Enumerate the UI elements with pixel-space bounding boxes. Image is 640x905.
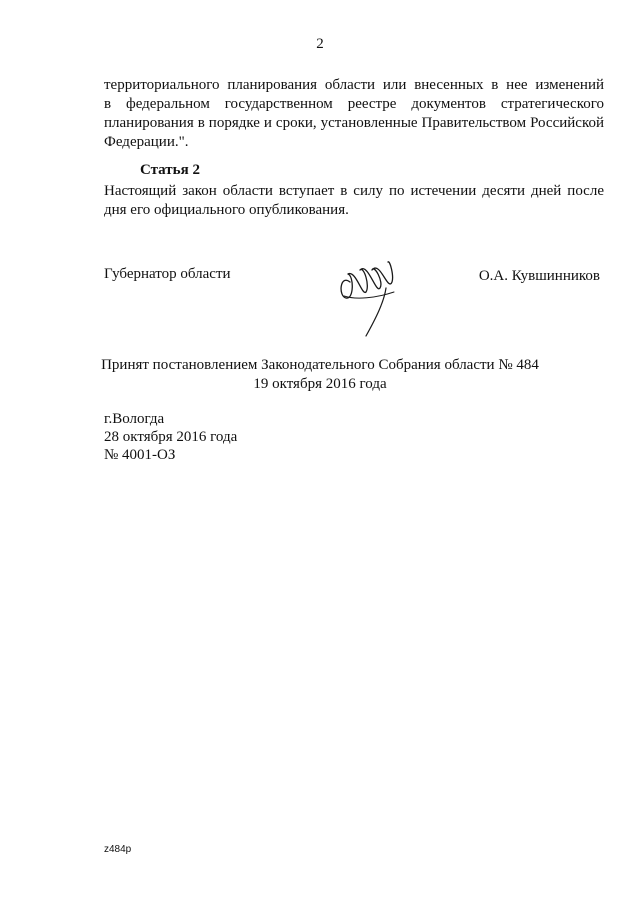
page-number: 2 [316,36,324,52]
continuation-paragraph [104,76,604,152]
paragraph-line: Настоящий закон области вступает в силу по истечении десяти дней после [104,183,604,199]
law-number: № 4001-ОЗ [104,447,176,463]
place-and-date [104,410,237,464]
city: г.Вологда [104,411,165,427]
paragraph-line: Федерации.". [104,134,189,150]
governor-name: О.А. Кувшинников [478,268,600,284]
article-heading: Статья 2 [140,162,200,178]
handwritten-signature [336,252,402,338]
signature-block [104,266,604,346]
adoption-line: Принят постановлением Законодательного Собрания области № 484 [101,357,539,373]
adoption-date: 19 октября 2016 года [253,376,387,392]
document-code: z484p [104,844,132,855]
paragraph-line: дня его официального опубликования. [104,202,349,218]
paragraph-line: в федеральном государственном реестре документов стратегического [104,96,604,112]
paragraph-line: планирования в порядке и сроки, установленные Правительством Российской [104,115,604,131]
article-paragraph [104,182,604,220]
governor-title: Губернатор области [104,266,231,282]
adoption-statement [0,356,640,394]
signing-date: 28 октября 2016 года [104,429,238,445]
paragraph-line: территориального планирования области или внесенных в нее изменений [104,77,604,93]
